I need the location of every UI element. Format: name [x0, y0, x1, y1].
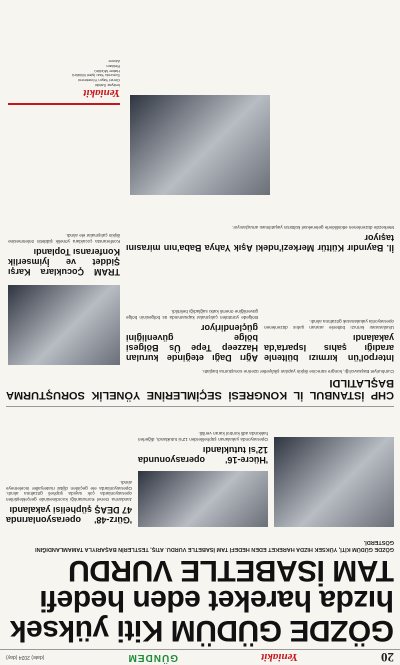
imprint-line: Reklam	[106, 63, 120, 69]
story-1-body: Jandarma Genel Komutanlığı koordinesinde gerçekleştirilen operasyonlarda çok sayıda şüpheli gözaltına alındı. Operasyonlarda ele geçirilen dijital materyaller incelemeye alındı.	[6, 480, 132, 502]
story-4	[126, 307, 258, 365]
imprint-line: Genel Yayın Yönetmeni	[78, 78, 120, 84]
story-6-title: İl. Bayındır Kültür Merkezi'ndeki Aşık Yahya Baba'nın mirasını taşıyor	[126, 233, 394, 253]
lead-deck: GÖZDE GÜDÜM KİTİ, YÜKSEK HIZDA HAREKET EDEN HEDEFİ TAM İSABETLE VURDU. ATIŞ, TESTLERİN BAŞARIYLA TAMAMLANDIĞINI GÖSTERDİ.	[35, 539, 394, 552]
lead-headline-2: hızda hareket eden hedefi	[39, 584, 394, 617]
story-7-body: Konferansta çocuklara yönelik şiddetin önlenmesine ilişkin çalışmalar ele alındı.	[8, 233, 120, 244]
story-2-body: Operasyonda yakalanan şüphelilerden 12'si tutuklandı, diğerleri hakkında adli kontrol kararı verildi.	[138, 431, 268, 442]
lead-headline-3: TAM İSABETLE VURDU	[68, 554, 394, 587]
story-1	[6, 478, 132, 527]
imprint-line: Sorumlu Yazı İşleri Müdürü	[72, 73, 120, 79]
story-6-body: Merkezde düzenlenen etkinliklerle geleneksel kültürün yaşatılması amaçlanıyor.	[232, 225, 394, 230]
story-5	[264, 317, 394, 365]
story-3-body: Cumhuriyet Başsavcılığı, kongre sürecine ilişkin yapılan şikâyetler üzerine soruşturma başlattı.	[202, 369, 394, 374]
masthead-logo: Yeniakit	[261, 651, 298, 664]
story-5-title: Interpol'ün kırmızı bültenle aradığı şahıs Isparta'da yakalandı	[264, 333, 394, 363]
story-2	[138, 429, 268, 467]
lead-photo-2	[138, 471, 268, 527]
bottom-photo	[130, 95, 270, 195]
story-3	[6, 366, 394, 403]
section-name: GÜNDEM	[127, 652, 178, 663]
story-7	[8, 231, 120, 279]
lead-photo-1	[274, 437, 394, 527]
story-3-title: CHP İSTANBUL İL KONGRESİ SEÇİMLERİNE YÖNELİK SORUŞTURMA BAŞLATILDI	[6, 377, 394, 401]
imprint-line: Abone	[108, 59, 120, 65]
page-header	[0, 649, 400, 665]
lead-story	[6, 538, 394, 645]
imprint-line: İmtiyaz Sahibi	[95, 83, 120, 88]
story-4-body: Bölgede yürütülen çalışmalar kapsamında üs bölgesinin bölge güvenliğine önemli katkı sağladığı belirtildi.	[126, 309, 258, 320]
imprint-line: Haber Müdürü	[94, 68, 120, 74]
story-4-title: Ağrı Dağı eteğinde kurulan Hazzeep Tepe Üs Bölgesi bölge güvenliğini güçlendiriyor	[126, 323, 258, 363]
imprint-box	[8, 58, 120, 99]
story-2-title: 'Hücre-16' operasyonunda 12'si tutuklandı	[138, 445, 268, 465]
story-5-body: Uluslararası kırmızı bültenle aranan şahıs düzenlenen operasyonla yakalanarak gözaltına alındı.	[264, 319, 394, 330]
story-1-title: 'Gürz-48' operasyonlarında 47 DEAŞ şüphelisi yakalandı	[6, 505, 132, 525]
lead-headline-1: GÖZDE GÜDÜM Kiti yüksek	[10, 614, 394, 647]
divider	[6, 406, 394, 407]
story-6	[126, 222, 394, 255]
imprint-rule	[8, 103, 120, 105]
issue-date: (date) 2024 (day)	[6, 654, 45, 661]
page-number: 20	[381, 650, 394, 665]
imprint-logo: Yeniakit	[83, 87, 120, 99]
story-photo	[8, 285, 120, 365]
story-7-title: TRAM Çocuklara Karşı Şiddet ve İyimserlik Konferansı Toplandı	[8, 247, 120, 277]
